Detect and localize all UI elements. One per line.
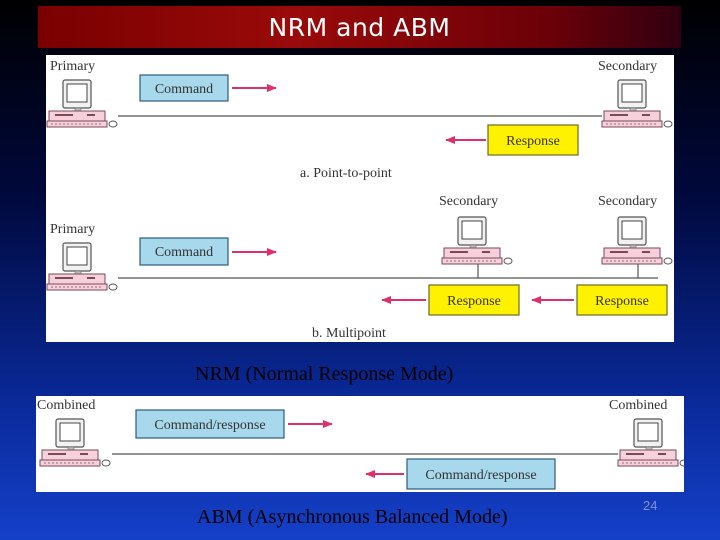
abm-command-response-box-1	[136, 410, 284, 438]
mp-primary-computer-icon	[47, 243, 117, 290]
mp-caption: b. Multipoint	[312, 326, 386, 341]
abm-command-response-label-2: Command/response	[425, 468, 537, 483]
mp-response-label-1: Response	[447, 294, 501, 309]
ptp-response-label: Response	[506, 134, 560, 149]
abm-left-computer-icon	[40, 419, 110, 466]
abm-left-label: Combined	[37, 398, 96, 413]
ptp-command-label: Command	[154, 82, 214, 97]
abm-diagram	[36, 396, 684, 492]
page-number: 24	[643, 498, 658, 513]
ptp-primary-label: Primary	[50, 59, 96, 74]
mp-primary-label: Primary	[50, 222, 96, 237]
mp-response-box-1	[429, 285, 519, 315]
abm-right-computer-icon	[618, 419, 684, 466]
ptp-caption: a. Point-to-point	[300, 166, 392, 181]
mp-secondary-label-1: Secondary	[439, 194, 499, 209]
abm-command-response-box-2	[407, 459, 555, 489]
nrm-caption: NRM (Normal Response Mode)	[195, 363, 454, 385]
nrm-diagram	[46, 55, 674, 342]
ptp-response-box	[488, 125, 578, 155]
mp-command-label: Command	[154, 245, 214, 260]
abm-right-label: Combined	[609, 398, 668, 413]
slide-title: NRM and ABM	[268, 12, 451, 42]
mp-secondary-label-2: Secondary	[598, 194, 658, 209]
abm-caption: ABM (Asynchronous Balanced Mode)	[197, 506, 508, 528]
mp-command-box	[140, 238, 228, 265]
mp-response-label-2: Response	[595, 294, 649, 309]
mp-secondary-computer-icon-1	[442, 217, 512, 264]
ptp-secondary-computer-icon	[602, 80, 672, 127]
abm-command-response-label-1: Command/response	[154, 418, 266, 433]
mp-response-box-2	[577, 285, 667, 315]
title-bar	[38, 6, 681, 48]
ptp-command-box	[140, 75, 228, 101]
ptp-secondary-label: Secondary	[598, 59, 658, 74]
mp-secondary-computer-icon-2	[602, 217, 672, 264]
ptp-primary-computer-icon	[47, 80, 117, 127]
